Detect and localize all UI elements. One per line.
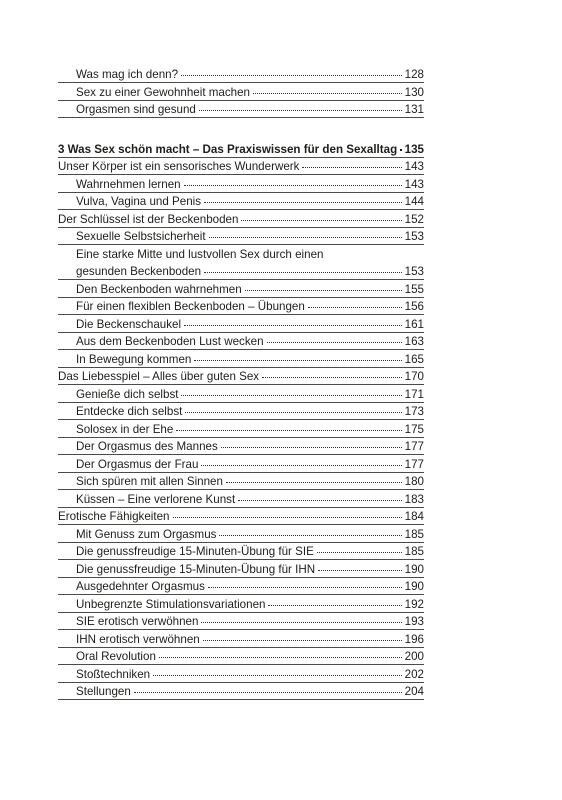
dot-leader [185, 411, 401, 413]
dot-leader [203, 639, 402, 641]
dot-leader [318, 569, 402, 571]
toc-page-number: 171 [404, 387, 424, 401]
toc-page-number: 175 [404, 422, 424, 436]
toc-page-number: 190 [404, 562, 424, 576]
toc-entry-title: Stellungen [76, 685, 131, 698]
dot-leader [241, 219, 401, 221]
toc-line [76, 66, 424, 83]
toc-entry-title: Unser Körper ist ein sensorisches Wunderwerk [58, 160, 300, 173]
toc-subsection-entry [0, 193, 562, 210]
toc-subsection-entry [0, 473, 562, 490]
toc-subsection-entry [0, 281, 562, 298]
dot-leader [238, 499, 401, 501]
dot-leader [201, 464, 401, 466]
toc-line [76, 316, 424, 333]
toc-page-number: 143 [404, 160, 424, 173]
toc-page-number: 177 [404, 457, 424, 471]
toc-line [76, 596, 424, 613]
toc-line [76, 561, 424, 578]
toc-page-number: 177 [404, 440, 424, 453]
toc-page-number: 173 [404, 405, 424, 418]
toc-subsection-entry [0, 101, 562, 118]
toc-page-number: 153 [404, 230, 424, 243]
toc-subsection-entry [0, 683, 562, 700]
dot-leader [176, 429, 401, 431]
toc-page-number: 144 [404, 195, 424, 208]
dot-leader [219, 534, 401, 536]
dot-leader [194, 359, 401, 361]
toc-line [76, 351, 424, 368]
toc-subsection-entry [0, 333, 562, 350]
toc-line [58, 211, 424, 228]
toc-line [76, 263, 424, 280]
toc-subsection-entry [0, 84, 562, 101]
toc-page-number: 202 [404, 667, 424, 681]
toc-line [76, 526, 424, 543]
toc-subsection-entry [0, 613, 562, 630]
toc-entry-title: Vulva, Vagina und Penis [76, 195, 202, 208]
toc-line [76, 84, 424, 101]
toc-subsection-entry [0, 631, 562, 648]
toc-page-number: 192 [404, 597, 424, 611]
toc-entry-title: In Bewegung kommen [76, 352, 192, 366]
toc-line [76, 578, 424, 595]
toc-line [76, 631, 424, 648]
toc-line [76, 246, 424, 263]
toc-page-number: 156 [404, 300, 424, 313]
dot-leader [181, 394, 401, 396]
toc-subsection-entry [0, 438, 562, 455]
toc-page-number: 196 [404, 632, 424, 646]
toc-entry-title: Genieße dich selbst [76, 387, 179, 401]
toc-entry-title: Was mag ich denn? [76, 68, 179, 81]
toc-page-number: 200 [404, 650, 424, 663]
toc-entry-title: Sexuelle Selbstsicherheit [76, 230, 206, 243]
toc-page-number: 204 [404, 685, 424, 698]
toc-line [76, 403, 424, 420]
toc-line [76, 666, 424, 683]
dot-leader [134, 691, 402, 693]
toc-line [76, 333, 424, 350]
toc-page-number: 143 [404, 177, 424, 191]
toc-entry-title: Wahrnehmen lernen [76, 177, 181, 191]
toc-subsection-entry [0, 351, 562, 368]
toc-page-number: 193 [404, 615, 424, 628]
toc-line [58, 158, 424, 175]
dot-leader [267, 341, 402, 343]
toc-page-number: 190 [404, 580, 424, 593]
toc-entry-title: Ausgedehnter Orgasmus [76, 580, 205, 593]
dot-leader [245, 289, 402, 291]
toc-subsection-entry [0, 456, 562, 473]
toc-page-number: 135 [404, 142, 424, 156]
toc-entry-title: Die Beckenschaukel [76, 317, 182, 331]
dot-leader [262, 376, 402, 378]
toc-line [76, 648, 424, 665]
dot-leader [184, 184, 402, 186]
toc-subsection-entry [0, 648, 562, 665]
toc-subsection-entry [0, 421, 562, 438]
toc-line [58, 141, 424, 158]
toc-line [58, 368, 424, 385]
toc-entry-title: Sich spüren mit allen Sinnen [76, 475, 223, 488]
toc-section-entry [0, 508, 562, 525]
toc-page-number: 183 [404, 492, 424, 506]
toc-subsection-entry [0, 263, 562, 280]
toc-line [76, 228, 424, 245]
toc-subsection-entry [0, 403, 562, 420]
toc-entry-title: Der Orgasmus der Frau [76, 457, 199, 471]
toc-entry-title: Unbegrenzte Stimulationsvariationen [76, 597, 266, 611]
dot-leader [317, 551, 402, 553]
toc-subsection-entry [0, 176, 562, 193]
dot-leader [253, 92, 402, 94]
toc-line [76, 473, 424, 490]
dot-leader [308, 306, 402, 308]
toc-chapter-heading [0, 141, 562, 158]
toc-line [76, 683, 424, 700]
entry-underline [58, 117, 424, 118]
entry-underline [58, 699, 424, 700]
toc-line [76, 456, 424, 473]
dot-leader [208, 586, 402, 588]
toc-entry-title: Sex zu einer Gewohnheit machen [76, 85, 251, 99]
toc-page-number: 163 [404, 335, 424, 348]
toc-entry-title: Stoßtechniken [76, 667, 151, 681]
dot-leader [181, 74, 402, 76]
toc-entry-title: Das Liebesspiel – Alles über guten Sex [58, 370, 260, 383]
toc-entry-title: Mit Genuss zum Orgasmus [76, 527, 217, 541]
toc-entry-title: Der Schlüssel ist der Beckenboden [58, 212, 239, 226]
toc-entry-title: Entdecke dich selbst [76, 405, 183, 418]
toc-line [76, 543, 424, 560]
toc-entry-title: Für einen flexiblen Beckenboden – Übungen [76, 300, 305, 313]
toc-subsection-entry [0, 386, 562, 403]
toc-subsection-entry [0, 491, 562, 508]
toc-entry-title: Die genussfreudige 15-Minuten-Übung für SIE [76, 545, 314, 558]
toc-entry-title: Solosex in der Ehe [76, 422, 174, 436]
dot-leader [173, 516, 402, 518]
toc-entry-title: Aus dem Beckenboden Lust wecken [76, 335, 264, 348]
toc-page-number: 185 [404, 527, 424, 541]
toc-subsection-entry [0, 298, 562, 315]
toc-page-number: 152 [404, 212, 424, 226]
toc-entry-title: gesunden Beckenboden [76, 265, 202, 278]
toc-line [76, 438, 424, 455]
toc-page-number: 130 [404, 85, 424, 99]
toc-subsection-entry [0, 596, 562, 613]
toc-line [76, 613, 424, 630]
dot-leader [159, 656, 402, 658]
dot-leader [199, 109, 402, 111]
toc-line [76, 101, 424, 118]
dot-leader [209, 236, 402, 238]
dot-leader [204, 271, 402, 273]
toc-line [76, 298, 424, 315]
toc-entry-title: 3 Was Sex schön macht – Das Praxiswissen für den Sexalltag [58, 142, 398, 156]
toc-entry-title: Orgasmen sind gesund [76, 103, 196, 116]
toc-entry-title: IHN erotisch verwöhnen [76, 632, 200, 646]
toc-entry-title: Der Orgasmus des Mannes [76, 440, 218, 453]
toc-page-number: 155 [404, 282, 424, 296]
toc-section-entry [0, 368, 562, 385]
dot-leader [153, 674, 402, 676]
dot-leader [184, 324, 402, 326]
toc-entry-title: Den Beckenboden wahrnehmen [76, 282, 242, 296]
toc-subsection-entry [0, 66, 562, 83]
toc-page-number: 180 [404, 475, 424, 488]
toc-subsection-entry [0, 578, 562, 595]
toc-entry-title: Erotische Fähigkeiten [58, 510, 170, 523]
toc-page-number: 128 [404, 68, 424, 81]
dot-leader [268, 604, 401, 606]
dot-leader [201, 621, 401, 623]
toc-subsection-entry [0, 526, 562, 543]
toc-subsection-entry [0, 246, 562, 263]
toc-line [76, 176, 424, 193]
toc-page-number: 153 [404, 265, 424, 278]
toc-subsection-entry [0, 228, 562, 245]
dot-leader [302, 166, 401, 168]
toc-entry-title: Küssen – Eine verlorene Kunst [76, 492, 236, 506]
toc-line [76, 193, 424, 210]
toc-section-entry [0, 211, 562, 228]
toc-line [76, 386, 424, 403]
dot-leader [226, 481, 402, 483]
toc-entry-title: SIE erotisch verwöhnen [76, 615, 199, 628]
toc-page-number: 184 [404, 510, 424, 523]
toc-entry-title: Die genussfreudige 15-Minuten-Übung für IHN [76, 562, 316, 576]
toc-subsection-entry [0, 561, 562, 578]
toc-subsection-entry [0, 316, 562, 333]
toc-entry-title: Eine starke Mitte und lustvollen Sex durch einen [76, 247, 324, 261]
toc-page-number: 161 [404, 317, 424, 331]
toc-subsection-entry [0, 666, 562, 683]
toc-page-number: 170 [404, 370, 424, 383]
toc-line [76, 421, 424, 438]
toc-entry-title: Oral Revolution [76, 650, 156, 663]
toc-line [76, 281, 424, 298]
dot-leader [221, 446, 402, 448]
toc-line [76, 491, 424, 508]
toc-page-number: 165 [404, 352, 424, 366]
toc-page-number: 131 [404, 103, 424, 116]
dot-leader [400, 148, 402, 151]
toc-subsection-entry [0, 543, 562, 560]
toc-section-entry [0, 158, 562, 175]
toc-page-number: 185 [404, 545, 424, 558]
toc-line [58, 508, 424, 525]
dot-leader [204, 201, 402, 203]
